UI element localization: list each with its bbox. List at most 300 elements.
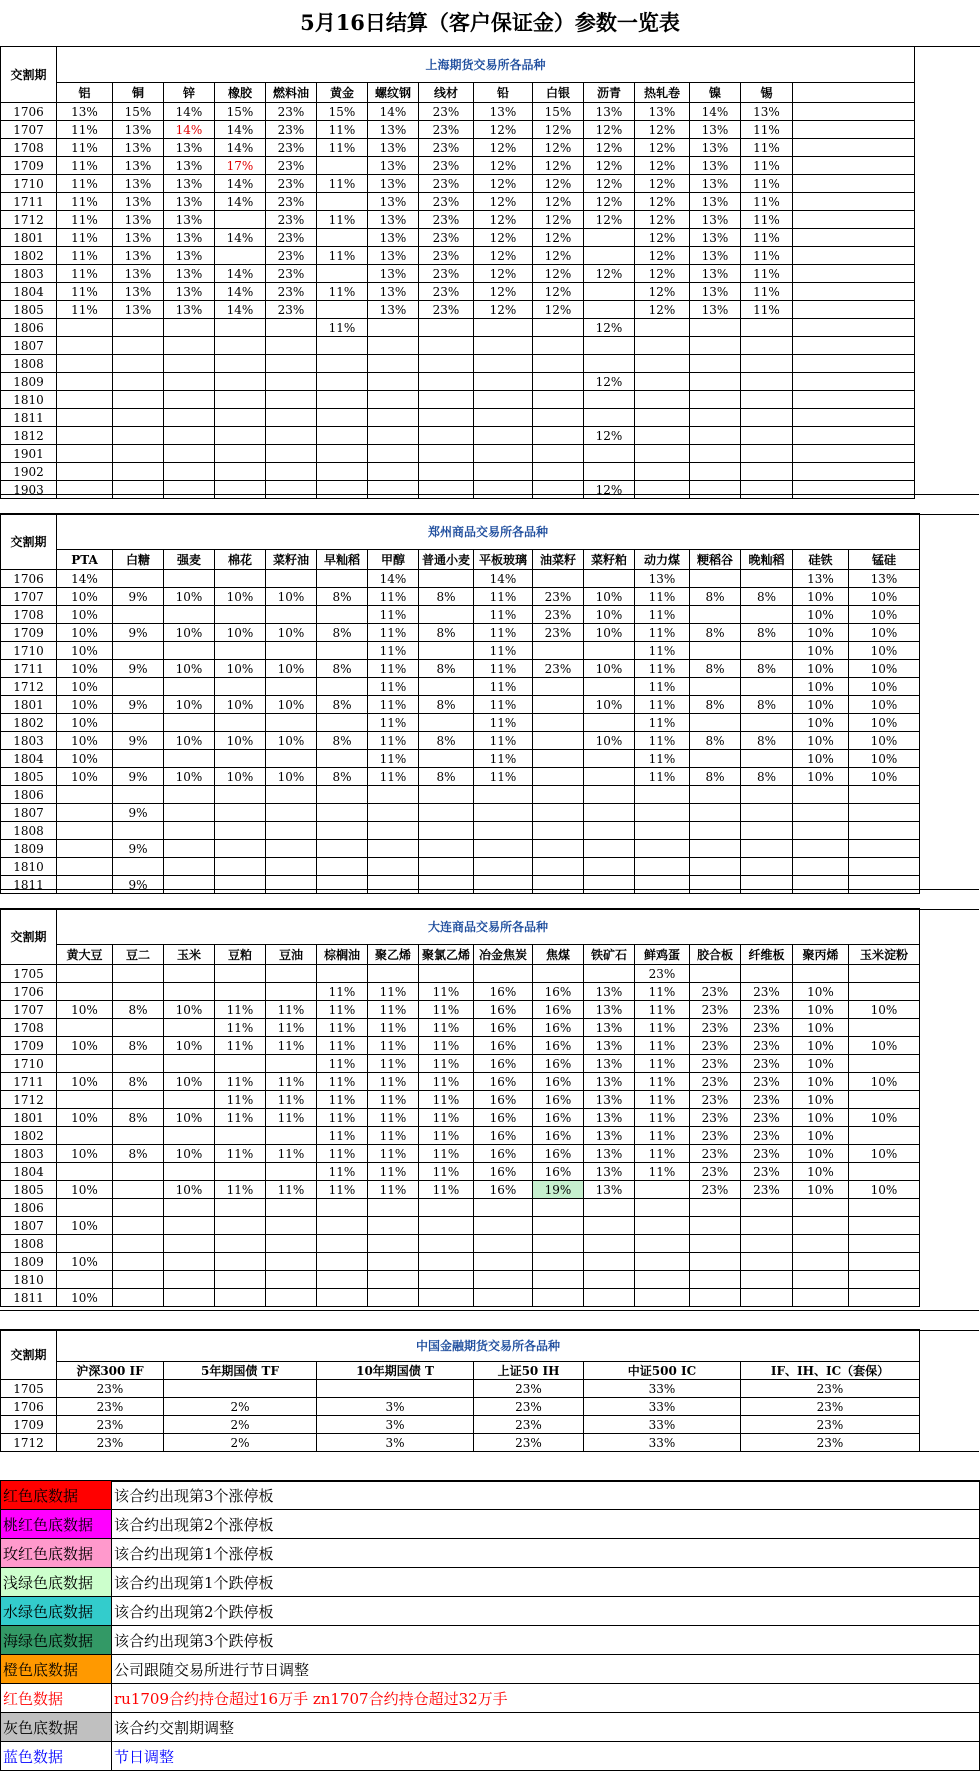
product-header: 菜籽油 (266, 550, 317, 570)
margin-cell: 23% (474, 1380, 584, 1398)
margin-cell (113, 1181, 164, 1199)
period-cell: 1902 (1, 463, 57, 481)
margin-cell: 23% (266, 211, 317, 229)
margin-cell: 13% (690, 229, 741, 247)
margin-cell (741, 750, 793, 768)
margin-cell: 11% (741, 139, 793, 157)
margin-cell: 8% (317, 696, 368, 714)
margin-cell (57, 355, 113, 373)
margin-cell (690, 1235, 741, 1253)
margin-cell (741, 355, 793, 373)
margin-cell: 23% (266, 121, 317, 139)
margin-cell (419, 373, 474, 391)
margin-cell: 10% (793, 1037, 849, 1055)
legend-description: 该合约出现第3个跌停板 (112, 1626, 980, 1655)
margin-cell: 11% (57, 229, 113, 247)
margin-cell: 23% (419, 103, 474, 121)
margin-cell (164, 822, 215, 840)
margin-cell: 11% (317, 175, 368, 193)
margin-cell (793, 1289, 849, 1307)
margin-cell (635, 373, 690, 391)
margin-cell: 23% (690, 1001, 741, 1019)
margin-cell: 23% (741, 1398, 920, 1416)
margin-cell (113, 445, 164, 463)
margin-cell (533, 750, 584, 768)
margin-cell: 11% (368, 1127, 419, 1145)
margin-cell (419, 1253, 474, 1271)
margin-cell: 23% (266, 175, 317, 193)
margin-cell: 11% (474, 732, 533, 750)
product-header: 沥青 (584, 83, 635, 103)
margin-cell (533, 822, 584, 840)
margin-cell (164, 750, 215, 768)
margin-cell (266, 1271, 317, 1289)
margin-cell: 23% (533, 588, 584, 606)
margin-cell (474, 391, 533, 409)
margin-cell: 23% (690, 983, 741, 1001)
margin-cell: 14% (215, 229, 266, 247)
margin-cell: 11% (57, 193, 113, 211)
product-header: 白银 (533, 83, 584, 103)
margin-cell: 13% (584, 1001, 635, 1019)
margin-cell (266, 1253, 317, 1271)
legend-row (1, 1684, 980, 1713)
margin-cell: 16% (533, 1091, 584, 1109)
period-cell: 1712 (1, 211, 57, 229)
margin-cell (215, 445, 266, 463)
margin-cell (584, 840, 635, 858)
margin-cell (368, 391, 419, 409)
margin-cell: 11% (317, 1163, 368, 1181)
margin-cell: 13% (690, 211, 741, 229)
margin-cell: 10% (793, 660, 849, 678)
margin-cell (584, 283, 635, 301)
margin-cell (57, 337, 113, 355)
margin-cell: 11% (635, 1037, 690, 1055)
margin-cell: 11% (474, 606, 533, 624)
margin-cell (533, 1235, 584, 1253)
margin-cell: 10% (793, 588, 849, 606)
margin-cell: 16% (533, 1073, 584, 1091)
table-row (1, 1416, 920, 1434)
margin-cell (317, 642, 368, 660)
margin-cell (690, 1271, 741, 1289)
margin-cell (266, 355, 317, 373)
margin-cell (419, 678, 474, 696)
margin-cell (113, 678, 164, 696)
margin-cell: 8% (113, 1145, 164, 1163)
margin-cell (741, 965, 793, 983)
margin-cell (215, 391, 266, 409)
margin-cell (317, 1235, 368, 1253)
margin-cell: 3% (317, 1398, 474, 1416)
margin-cell: 12% (635, 157, 690, 175)
margin-cell: 8% (317, 732, 368, 750)
table-row (1, 1199, 920, 1217)
table-row (1, 445, 915, 463)
margin-cell: 12% (533, 283, 584, 301)
margin-cell (533, 965, 584, 983)
margin-cell: 15% (533, 103, 584, 121)
margin-cell (584, 301, 635, 319)
period-header: 交割期 (1, 47, 57, 103)
margin-cell (164, 355, 215, 373)
margin-cell (266, 1289, 317, 1307)
margin-cell: 14% (215, 121, 266, 139)
margin-cell (368, 1253, 419, 1271)
section-divider (0, 494, 979, 515)
period-cell: 1711 (1, 660, 57, 678)
legend-row (1, 1655, 980, 1684)
margin-cell: 11% (419, 1109, 474, 1127)
period-cell: 1806 (1, 786, 57, 804)
margin-cell: 12% (474, 301, 533, 319)
margin-cell: 13% (584, 103, 635, 121)
margin-cell: 12% (474, 193, 533, 211)
margin-cell (474, 1235, 533, 1253)
margin-cell: 13% (164, 283, 215, 301)
margin-cell (849, 858, 920, 876)
margin-cell: 12% (533, 139, 584, 157)
margin-cell (317, 1289, 368, 1307)
margin-cell (317, 355, 368, 373)
margin-cell (419, 445, 474, 463)
period-cell: 1712 (1, 1434, 57, 1452)
margin-cell (533, 768, 584, 786)
margin-cell (635, 445, 690, 463)
margin-cell (215, 1235, 266, 1253)
cffex-section (0, 1329, 979, 1452)
product-header: 锡 (741, 83, 793, 103)
margin-cell: 8% (113, 1001, 164, 1019)
margin-cell (368, 965, 419, 983)
margin-cell (215, 1163, 266, 1181)
margin-cell: 23% (57, 1398, 164, 1416)
margin-cell (266, 337, 317, 355)
margin-cell: 14% (368, 570, 419, 588)
margin-cell: 15% (215, 103, 266, 121)
legend-swatch-label: 灰色底数据 (1, 1713, 112, 1742)
period-cell: 1811 (1, 409, 57, 427)
margin-cell (266, 319, 317, 337)
margin-cell: 12% (584, 481, 635, 499)
margin-cell: 10% (584, 624, 635, 642)
margin-cell: 10% (57, 1181, 113, 1199)
period-cell: 1808 (1, 355, 57, 373)
margin-cell (164, 1163, 215, 1181)
period-cell: 1807 (1, 804, 57, 822)
margin-cell: 9% (113, 696, 164, 714)
margin-cell (584, 642, 635, 660)
exchange-name: 郑州商品交易所各品种 (57, 514, 920, 550)
margin-cell (533, 319, 584, 337)
margin-cell: 11% (266, 1019, 317, 1037)
margin-cell: 10% (266, 660, 317, 678)
margin-cell: 11% (266, 1073, 317, 1091)
margin-cell (317, 840, 368, 858)
margin-cell (741, 822, 793, 840)
margin-cell: 11% (635, 1001, 690, 1019)
margin-cell: 11% (419, 1019, 474, 1037)
margin-cell (164, 337, 215, 355)
margin-cell (474, 1217, 533, 1235)
margin-cell: 10% (584, 732, 635, 750)
margin-cell: 12% (533, 229, 584, 247)
margin-cell (690, 463, 741, 481)
product-header: 黄金 (317, 83, 368, 103)
legend-description: 该合约出现第3个涨停板 (112, 1481, 980, 1510)
product-header: 橡胶 (215, 83, 266, 103)
margin-cell (584, 337, 635, 355)
margin-cell: 11% (317, 121, 368, 139)
table-row (1, 660, 920, 678)
page-title: 5月16日结算（客户保证金）参数一览表 (0, 0, 980, 47)
margin-cell (741, 1289, 793, 1307)
margin-cell: 3% (317, 1416, 474, 1434)
margin-cell (635, 409, 690, 427)
margin-cell: 13% (584, 1073, 635, 1091)
margin-cell (215, 211, 266, 229)
period-cell: 1706 (1, 983, 57, 1001)
legend-row (1, 1539, 980, 1568)
margin-cell (215, 319, 266, 337)
margin-cell (849, 1235, 920, 1253)
table-row (1, 103, 915, 121)
margin-cell (741, 606, 793, 624)
table-row (1, 175, 915, 193)
legend-description: 该合约出现第2个跌停板 (112, 1597, 980, 1626)
margin-cell: 8% (419, 660, 474, 678)
margin-cell: 23% (690, 1037, 741, 1055)
margin-cell (266, 750, 317, 768)
margin-cell: 11% (215, 1073, 266, 1091)
margin-cell (113, 463, 164, 481)
margin-cell: 11% (317, 1091, 368, 1109)
margin-cell: 23% (741, 1380, 920, 1398)
margin-cell (741, 409, 793, 427)
period-cell: 1810 (1, 1271, 57, 1289)
margin-cell (164, 373, 215, 391)
margin-cell: 23% (419, 229, 474, 247)
margin-cell (741, 391, 793, 409)
margin-cell: 11% (368, 1055, 419, 1073)
margin-cell: 15% (113, 103, 164, 121)
margin-cell (368, 822, 419, 840)
margin-cell: 23% (741, 1109, 793, 1127)
period-cell: 1810 (1, 858, 57, 876)
margin-cell (419, 822, 474, 840)
period-cell: 1706 (1, 103, 57, 121)
filler-cell (793, 409, 915, 427)
period-cell: 1712 (1, 678, 57, 696)
margin-cell (317, 445, 368, 463)
filler-cell (793, 319, 915, 337)
margin-cell (635, 427, 690, 445)
margin-cell (419, 965, 474, 983)
table-row (1, 768, 920, 786)
margin-cell: 10% (793, 1001, 849, 1019)
margin-cell: 11% (57, 121, 113, 139)
margin-cell (849, 1055, 920, 1073)
cffex-table (0, 1329, 920, 1452)
margin-cell: 14% (164, 103, 215, 121)
margin-cell: 23% (419, 283, 474, 301)
filler-cell (793, 193, 915, 211)
shfe-section (0, 46, 979, 499)
margin-cell (113, 409, 164, 427)
legend-swatch-label: 橙色底数据 (1, 1655, 112, 1684)
margin-cell (741, 840, 793, 858)
period-cell: 1706 (1, 570, 57, 588)
margin-cell (164, 463, 215, 481)
legend-row (1, 1713, 980, 1742)
margin-cell: 11% (635, 1127, 690, 1145)
table-row (1, 121, 915, 139)
margin-cell: 13% (584, 1181, 635, 1199)
margin-cell (368, 355, 419, 373)
margin-cell (215, 822, 266, 840)
margin-cell: 23% (690, 1181, 741, 1199)
margin-cell (113, 337, 164, 355)
margin-cell (793, 840, 849, 858)
margin-cell: 12% (474, 211, 533, 229)
margin-cell: 11% (266, 1109, 317, 1127)
margin-cell (215, 1289, 266, 1307)
product-header: 棕榈油 (317, 945, 368, 965)
margin-cell (368, 858, 419, 876)
margin-cell: 12% (584, 139, 635, 157)
margin-cell (164, 858, 215, 876)
margin-cell: 12% (635, 121, 690, 139)
margin-cell: 13% (113, 211, 164, 229)
margin-cell (113, 858, 164, 876)
period-cell: 1807 (1, 337, 57, 355)
legend-swatch-label: 桃红色底数据 (1, 1510, 112, 1539)
margin-cell (584, 965, 635, 983)
product-header: 聚氯乙烯 (419, 945, 474, 965)
margin-cell (419, 750, 474, 768)
period-cell: 1803 (1, 265, 57, 283)
product-header: 5年期国债 TF (164, 1362, 317, 1380)
margin-cell: 11% (635, 1091, 690, 1109)
product-header: 上证50 IH (474, 1362, 584, 1380)
margin-cell (584, 247, 635, 265)
margin-cell (741, 858, 793, 876)
margin-cell: 11% (741, 229, 793, 247)
table-row (1, 337, 915, 355)
margin-cell: 8% (317, 768, 368, 786)
margin-cell: 11% (317, 1019, 368, 1037)
margin-cell: 12% (533, 301, 584, 319)
period-cell: 1805 (1, 768, 57, 786)
margin-cell (368, 463, 419, 481)
margin-cell: 16% (474, 1109, 533, 1127)
period-cell: 1709 (1, 1416, 57, 1434)
margin-cell (584, 1253, 635, 1271)
margin-cell (741, 1235, 793, 1253)
margin-cell (690, 355, 741, 373)
margin-cell: 16% (474, 1001, 533, 1019)
margin-cell (533, 1253, 584, 1271)
margin-cell: 23% (266, 247, 317, 265)
margin-cell: 13% (690, 193, 741, 211)
margin-cell: 13% (690, 121, 741, 139)
margin-cell (317, 301, 368, 319)
table-row (1, 139, 915, 157)
margin-cell: 23% (690, 1145, 741, 1163)
margin-cell (266, 391, 317, 409)
margin-cell (690, 714, 741, 732)
margin-cell: 16% (474, 1091, 533, 1109)
period-cell: 1801 (1, 229, 57, 247)
margin-cell: 10% (793, 1109, 849, 1127)
margin-cell (266, 786, 317, 804)
margin-cell (533, 1217, 584, 1235)
margin-cell: 13% (741, 103, 793, 121)
margin-cell (215, 373, 266, 391)
margin-cell: 11% (317, 139, 368, 157)
legend-row (1, 1568, 980, 1597)
margin-cell (164, 1019, 215, 1037)
margin-cell: 10% (266, 768, 317, 786)
legend-description: 该合约出现第1个涨停板 (112, 1539, 980, 1568)
margin-cell (113, 391, 164, 409)
margin-cell: 9% (113, 588, 164, 606)
margin-cell: 10% (57, 660, 113, 678)
table-row (1, 1434, 920, 1452)
margin-cell: 11% (419, 983, 474, 1001)
margin-cell (584, 822, 635, 840)
margin-cell (215, 750, 266, 768)
table-row (1, 229, 915, 247)
filler-cell (793, 301, 915, 319)
period-cell: 1803 (1, 1145, 57, 1163)
margin-cell: 10% (849, 1145, 920, 1163)
margin-cell (113, 1235, 164, 1253)
product-header: 平板玻璃 (474, 550, 533, 570)
margin-cell (113, 1091, 164, 1109)
filler-cell (793, 445, 915, 463)
table-row (1, 157, 915, 175)
margin-cell: 23% (690, 1073, 741, 1091)
product-header: 菜籽粕 (584, 550, 635, 570)
period-cell: 1705 (1, 965, 57, 983)
margin-cell: 11% (635, 588, 690, 606)
margin-cell: 11% (368, 624, 419, 642)
product-header: PTA (57, 550, 113, 570)
filler-cell (793, 373, 915, 391)
margin-cell: 9% (113, 768, 164, 786)
product-header: 螺纹钢 (368, 83, 419, 103)
margin-cell (215, 804, 266, 822)
period-cell: 1708 (1, 139, 57, 157)
margin-cell (533, 570, 584, 588)
margin-cell (474, 355, 533, 373)
period-header: 交割期 (1, 1330, 57, 1380)
margin-cell (164, 570, 215, 588)
period-cell: 1903 (1, 481, 57, 499)
margin-cell (266, 373, 317, 391)
margin-cell (584, 445, 635, 463)
period-cell: 1707 (1, 588, 57, 606)
margin-cell (419, 427, 474, 445)
margin-cell: 11% (474, 714, 533, 732)
period-cell: 1710 (1, 175, 57, 193)
margin-cell: 11% (635, 624, 690, 642)
margin-cell (474, 1199, 533, 1217)
margin-cell: 8% (741, 660, 793, 678)
margin-cell (57, 1199, 113, 1217)
